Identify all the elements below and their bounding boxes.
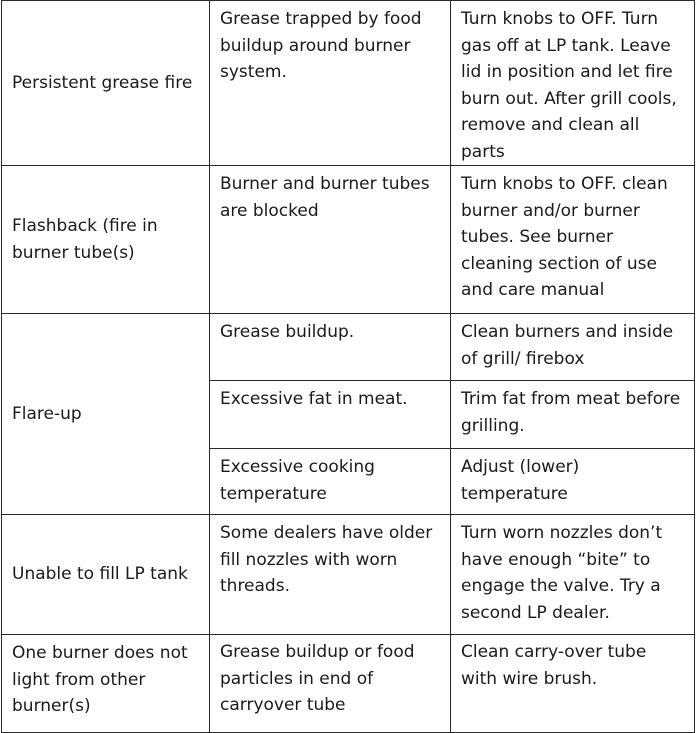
table-row (2, 515, 695, 635)
problem-cell: Unable to fill LP tank (2, 515, 210, 635)
solution-cell: Clean carry-over tube with wire brush. (451, 635, 695, 733)
cause-cell: Burner and burner tubes are blocked (210, 166, 451, 314)
problem-cell: Flare-up (2, 314, 210, 515)
cause-cell: Grease trapped by food buildup around burner system. (210, 1, 451, 166)
table-row (2, 1, 695, 166)
problem-cell: One burner does not light from other burner(s) (2, 635, 210, 733)
cause-cell: Grease buildup or food particles in end of carryover tube (210, 635, 451, 733)
table-row (2, 635, 695, 733)
table-row (2, 166, 695, 314)
cause-cell: Grease buildup. (210, 314, 451, 381)
solution-cell: Turn knobs to OFF. Turn gas off at LP tank. Leave lid in position and let fire burn out. After grill cools, remove and clean all parts (451, 1, 695, 166)
solution-cell: Turn worn nozzles don’t have enough “bite” to engage the valve. Try a second LP dealer. (451, 515, 695, 635)
solution-cell: Clean burners and inside of grill/ firebox (451, 314, 695, 381)
solution-cell: Turn knobs to OFF. clean burner and/or burner tubes. See burner cleaning section of use and care manual (451, 166, 695, 314)
solution-cell: Trim fat from meat before grilling. (451, 381, 695, 449)
cause-cell: Excessive cooking temperature (210, 449, 451, 515)
cause-cell: Some dealers have older fill nozzles with worn threads. (210, 515, 451, 635)
table-row (2, 314, 695, 381)
troubleshooting-table (1, 0, 695, 733)
problem-cell: Persistent grease fire (2, 1, 210, 166)
solution-cell: Adjust (lower) temperature (451, 449, 695, 515)
problem-cell: Flashback (fire in burner tube(s) (2, 166, 210, 314)
cause-cell: Excessive fat in meat. (210, 381, 451, 449)
